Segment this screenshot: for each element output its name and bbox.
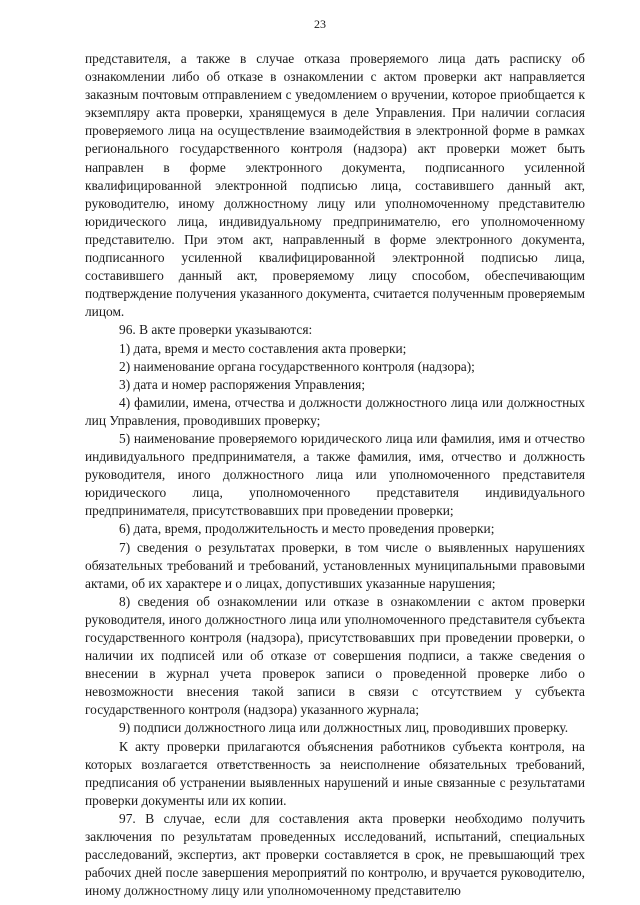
list-item-9: 9) подписи должностного лица или должностных лиц, проводивших проверку. — [119, 720, 569, 736]
list-item-1: 1) дата, время и место составления акта проверки; — [119, 340, 407, 356]
list-item-5: 5) наименование проверяемого юридического лица или фамилия, имя и отчество индивидуального предпринимателя, а также фамилия, имя, отчество и должность руководителя, иного должностного лица или уполномоченного представителя юридического лица, уполномоченного представителя индивидуального предпринимателя, присутствовавших при проведении проверки; — [85, 430, 585, 519]
paragraph-clause-96: 96. В акте проверки указываются: — [119, 322, 313, 338]
document-body — [85, 50, 585, 900]
paragraph-clause-97: 97. В случае, если для составления акта проверки необходимо получить заключения по результатам проведенных исследований, испытаний, специальных расследований, экспертиз, акт проверки составляется в срок, не превышающий трех рабочих дней после завершения мероприятий по контролю, и вручается руководителю, иному должностному лицу или уполномоченному представителю — [85, 810, 585, 899]
list-item-6: 6) дата, время, продолжительность и место проведения проверки; — [119, 521, 495, 537]
page-number: 23 — [314, 17, 326, 31]
list-item-8: 8) сведения об ознакомлении или отказе в ознакомлении с актом проверки руководителя, иного должностного лица или уполномоченного представителя субъекта государственного контроля (надзора), присутствовавших при проведении проверки, о наличии их подписей или об отказе от совершения подписи, а также сведения о внесении в журнал учета проверок записи о проведенной проверке либо о невозможности внесения такой записи в связи с отсутствием у субъекта государственного контроля (надзора) указанного журнала; — [85, 593, 585, 718]
paragraph-attachments: К акту проверки прилагаются объяснения работников субъекта контроля, на которых возлагается ответственность за неисполнение обязательных требований, предписания об устранении выявленных нарушений и иные связанные с результатами проверки документы или их копии. — [85, 738, 585, 808]
list-item-4: 4) фамилии, имена, отчества и должности должностного лица или должностных лиц Управления, проводивших проверку; — [85, 394, 585, 428]
list-item-2: 2) наименование органа государственного контроля (надзора); — [119, 358, 475, 374]
paragraph-continuation: представителя, а также в случае отказа проверяемого лица дать расписку об ознакомлении либо об отказе в ознакомлении с актом проверки акт направляется заказным почтовым отправлением с уведомлением о вручении, которое приобщается к экземпляру акта проверки, хранящемуся в деле Управления. При наличии согласия проверяемого лица на осуществление взаимодействия в электронной форме в рамках регионального государственного контроля (надзора) акт проверки может быть направлен в форме электронного документа, подписанного усиленной квалифицированной электронной подписью лица, составившего данный акт, руководителю, иному должностному лицу или уполномоченному представителю юридического лица, индивидуальному предпринимателю, его уполномоченному представителю. При этом акт, направленный в форме электронного документа, подписанного усиленной квалифицированной электронной подписью лица, составившего данный акт, проверяемому лицу способом, обеспечивающим подтверждение получения указанного документа, считается полученным проверяемым лицом. — [85, 51, 585, 320]
list-item-7: 7) сведения о результатах проверки, в том числе о выявленных нарушениях обязательных требований и требований, установленных муниципальными правовыми актами, об их характере и о лицах, допустивших указанные нарушения; — [85, 539, 585, 591]
list-item-3: 3) дата и номер распоряжения Управления; — [119, 376, 366, 392]
